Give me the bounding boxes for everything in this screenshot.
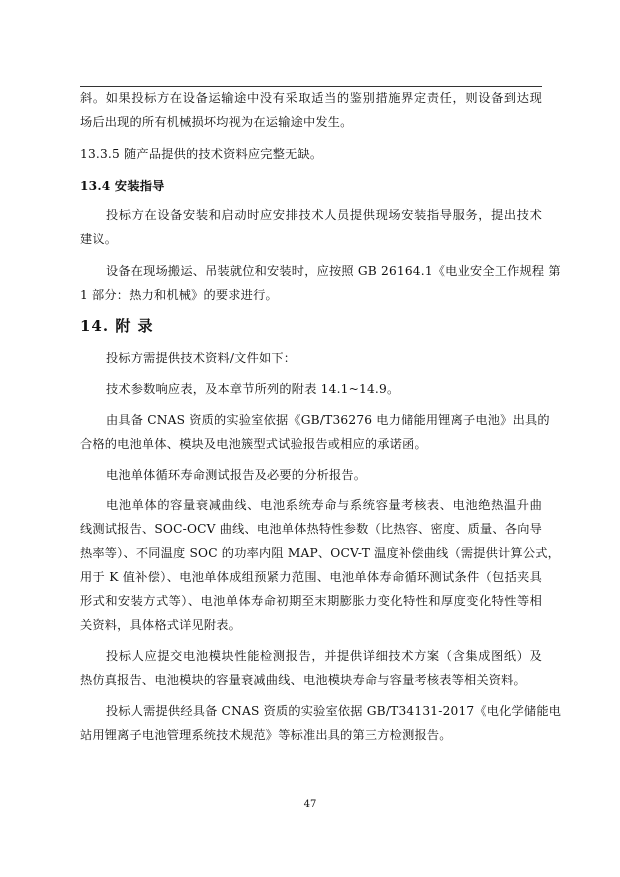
paragraph-line: 投标人应提交电池模块性能检测报告，并提供详细技术方案（含集成图纸）及 xyxy=(106,649,542,663)
page-number: 47 xyxy=(303,799,317,810)
paragraph-line: 站用锂离子电池管理系统技术规范》等标准出具的第三方检测报告。 xyxy=(80,728,452,742)
section-heading-13-4: 13.4 安装指导 xyxy=(80,179,165,193)
header-rule xyxy=(80,86,542,87)
paragraph-line: 由具备 CNAS 资质的实验室依据《GB/T36276 电力储能用锂离子电池》出具的 xyxy=(106,413,550,427)
paragraph-line: 线测试报告、SOC-OCV 曲线、电池单体热特性参数（比热容、密度、质量、各向导 xyxy=(80,522,542,536)
paragraph-line: 1 部分：热力和机械》的要求进行。 xyxy=(80,288,278,302)
paragraph-line: 建议。 xyxy=(80,232,118,246)
paragraph-line: 关资料，具体格式详见附表。 xyxy=(80,618,242,632)
paragraph-line: 投标人需提供经具备 CNAS 资质的实验室依据 GB/T34131-2017《电化学储能电 xyxy=(106,704,562,718)
paragraph-line: 斜。如果投标方在设备运输途中没有采取适当的鉴别措施界定责任，则设备到达现 xyxy=(80,91,542,105)
paragraph-line: 形式和安装方式等）、电池单体寿命初期至末期膨胀力变化特性和厚度变化特性等相 xyxy=(80,594,542,608)
paragraph-line: 电池单体的容量衰减曲线、电池系统寿命与系统容量考核表、电池绝热温升曲 xyxy=(106,498,542,512)
section-heading-14: 14. 附 录 xyxy=(80,317,154,335)
paragraph-line: 电池单体循环寿命测试报告及必要的分析报告。 xyxy=(106,468,367,482)
paragraph-line: 合格的电池单体、模块及电池簇型式试验报告或相应的承诺函。 xyxy=(80,437,427,451)
paragraph-line: 技术参数响应表，及本章节所列的附表 14.1~14.9。 xyxy=(106,382,400,396)
paragraph-line: 设备在现场搬运、吊装就位和安装时，应按照 GB 26164.1《电业安全工作规程 第 xyxy=(106,264,561,278)
paragraph-line: 热仿真报告、电池模块的容量衰减曲线、电池模块寿命与容量考核表等相关资料。 xyxy=(80,673,526,687)
paragraph-line: 13.3.5 随产品提供的技术资料应完整无缺。 xyxy=(80,147,323,161)
paragraph-line: 热率等）、不同温度 SOC 的功率内阻 MAP、OCV-T 温度补偿曲线（需提供计算公式， xyxy=(80,546,560,560)
paragraph-line: 投标方需提供技术资料/文件如下： xyxy=(106,351,297,365)
paragraph-line: 用于 K 值补偿）、电池单体成组预紧力范围、电池单体寿命循环测试条件（包括夹具 xyxy=(80,570,542,584)
paragraph-line: 场后出现的所有机械损坏均视为在运输途中发生。 xyxy=(80,115,353,129)
paragraph-line: 投标方在设备安装和启动时应安排技术人员提供现场安装指导服务，提出技术 xyxy=(106,208,542,222)
